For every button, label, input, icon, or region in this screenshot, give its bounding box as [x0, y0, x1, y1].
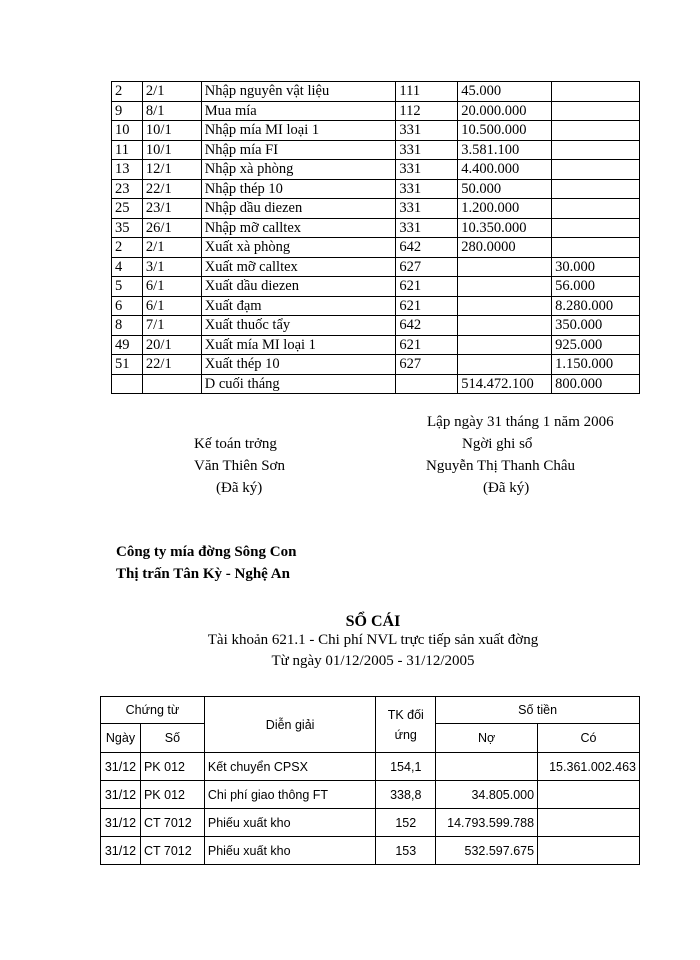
entry-account: 331 [396, 121, 458, 141]
table-row [101, 781, 640, 809]
company-address: Thị trấn Tân Kỳ - Nghệ An [116, 566, 290, 582]
entry-date: 22/1 [142, 355, 201, 375]
entry-no [112, 374, 143, 394]
entry-description: Phiếu xuất kho [204, 809, 376, 837]
bookkeeper-status: (Đã ký) [483, 480, 530, 496]
entry-description: Xuất thuốc tẩy [201, 316, 396, 336]
contra-account: 152 [376, 809, 436, 837]
entry-no: 49 [112, 335, 143, 355]
entry-account: 627 [396, 257, 458, 277]
entry-date: 2/1 [142, 82, 201, 102]
entry-account: 331 [396, 179, 458, 199]
table-row [112, 238, 640, 258]
table-row [112, 101, 640, 121]
table-row [112, 257, 640, 277]
date-header: Ngày [101, 724, 141, 753]
entry-description: Xuất thép 10 [201, 355, 396, 375]
entry-no: 2 [112, 238, 143, 258]
entry-account [396, 374, 458, 394]
table-row [112, 199, 640, 219]
entry-debit: 514.472.100 [458, 374, 552, 394]
bookkeeper-title: Ngời ghi sổ [462, 436, 533, 452]
entry-debit: 1.200.000 [458, 199, 552, 219]
entry-no: 2 [112, 82, 143, 102]
entry-debit: 4.400.000 [458, 160, 552, 180]
entry-no: 9 [112, 101, 143, 121]
entry-credit [552, 218, 640, 238]
entry-credit [552, 160, 640, 180]
voucher-number: CT 7012 [140, 809, 204, 837]
entry-description: Nhập mỡ calltex [201, 218, 396, 238]
contra-account: 153 [376, 837, 436, 865]
chief-accountant-status: (Đã ký) [216, 480, 263, 496]
entry-debit: 10.500.000 [458, 121, 552, 141]
table-row [112, 179, 640, 199]
voucher-date: 31/12 [101, 753, 141, 781]
debit-amount [436, 753, 538, 781]
entry-account: 642 [396, 238, 458, 258]
voucher-number: CT 7012 [140, 837, 204, 865]
entry-debit [458, 335, 552, 355]
amount-header: Số tiền [436, 697, 640, 724]
entry-date: 26/1 [142, 218, 201, 238]
entry-date: 10/1 [142, 121, 201, 141]
entry-debit: 280.0000 [458, 238, 552, 258]
entry-debit: 3.581.100 [458, 140, 552, 160]
entry-debit [458, 355, 552, 375]
entry-description: Nhập xà phòng [201, 160, 396, 180]
entry-description: Xuất đạm [201, 296, 396, 316]
voucher-header: Chứng từ [101, 697, 205, 724]
entry-credit: 30.000 [552, 257, 640, 277]
entry-credit: 925.000 [552, 335, 640, 355]
entry-no: 4 [112, 257, 143, 277]
contra-account-header: TK đối ứng [376, 697, 436, 753]
entry-account: 642 [396, 316, 458, 336]
table-row [112, 296, 640, 316]
table-row [101, 837, 640, 865]
entry-description: Nhập nguyên vật liệu [201, 82, 396, 102]
table-row [112, 140, 640, 160]
entry-credit: 8.280.000 [552, 296, 640, 316]
chief-accountant-title: Kế toán trởng [194, 436, 277, 452]
entry-no: 35 [112, 218, 143, 238]
entry-credit [552, 199, 640, 219]
entry-credit [552, 238, 640, 258]
entry-debit [458, 316, 552, 336]
entry-debit [458, 296, 552, 316]
entry-description: Nhập dầu diezen [201, 199, 396, 219]
entry-account: 621 [396, 277, 458, 297]
table-row [112, 160, 640, 180]
credit-amount [538, 781, 640, 809]
entry-credit [552, 140, 640, 160]
entry-debit: 20.000.000 [458, 101, 552, 121]
description-header: Diễn giải [204, 697, 376, 753]
debit-amount: 14.793.599.788 [436, 809, 538, 837]
ledger-period: Từ ngày 01/12/2005 - 31/12/2005 [271, 653, 475, 669]
general-ledger-table [100, 696, 640, 865]
ledger-title: SỔ CÁI [345, 613, 401, 630]
entry-no: 25 [112, 199, 143, 219]
entry-debit [458, 257, 552, 277]
entry-credit [552, 121, 640, 141]
entry-account: 112 [396, 101, 458, 121]
entry-account: 621 [396, 335, 458, 355]
entry-account: 331 [396, 218, 458, 238]
entry-date: 6/1 [142, 277, 201, 297]
voucher-number: PK 012 [140, 753, 204, 781]
table-row [101, 753, 640, 781]
chief-accountant-name: Văn Thiên Sơn [194, 458, 285, 474]
contra-account: 338,8 [376, 781, 436, 809]
debit-amount: 34.805.000 [436, 781, 538, 809]
voucher-date: 31/12 [101, 837, 141, 865]
voucher-date: 31/12 [101, 781, 141, 809]
entry-date: 7/1 [142, 316, 201, 336]
entry-date: 6/1 [142, 296, 201, 316]
entry-date: 22/1 [142, 179, 201, 199]
number-header: Số [140, 724, 204, 753]
table-row [112, 218, 640, 238]
entry-description: Xuất dầu diezen [201, 277, 396, 297]
entry-debit [458, 277, 552, 297]
entry-description: Xuất mía MI loại 1 [201, 335, 396, 355]
signature-date-line: Lập ngày 31 tháng 1 năm 2006 [427, 414, 614, 430]
table-row [112, 277, 640, 297]
entry-debit: 10.350.000 [458, 218, 552, 238]
table-row [112, 355, 640, 375]
voucher-date: 31/12 [101, 809, 141, 837]
entry-description: Xuất mỡ calltex [201, 257, 396, 277]
entry-account: 621 [396, 296, 458, 316]
debit-amount: 532.597.675 [436, 837, 538, 865]
entry-description: Nhập mía FI [201, 140, 396, 160]
entry-no: 8 [112, 316, 143, 336]
table-row [112, 82, 640, 102]
voucher-number: PK 012 [140, 781, 204, 809]
entry-description: Mua mía [201, 101, 396, 121]
entry-date: 20/1 [142, 335, 201, 355]
entry-date: 8/1 [142, 101, 201, 121]
entry-description: Nhập mía MI loại 1 [201, 121, 396, 141]
entry-account: 111 [396, 82, 458, 102]
table-row [112, 335, 640, 355]
entry-credit: 56.000 [552, 277, 640, 297]
bookkeeper-name: Nguyễn Thị Thanh Châu [426, 458, 576, 474]
company-name: Công ty mía đờng Sông Con [116, 544, 297, 560]
entry-no: 5 [112, 277, 143, 297]
entry-no: 23 [112, 179, 143, 199]
entry-account: 627 [396, 355, 458, 375]
entry-account: 331 [396, 140, 458, 160]
entry-description: Chi phí giao thông FT [204, 781, 376, 809]
entry-date: 3/1 [142, 257, 201, 277]
entry-date: 12/1 [142, 160, 201, 180]
entry-credit: 350.000 [552, 316, 640, 336]
entry-no: 10 [112, 121, 143, 141]
ledger-account: Tài khoản 621.1 - Chi phí NVL trực tiếp sản xuất đờng [207, 632, 539, 648]
entry-credit: 1.150.000 [552, 355, 640, 375]
credit-amount [538, 809, 640, 837]
entry-date: 10/1 [142, 140, 201, 160]
credit-header: Có [538, 724, 640, 753]
contra-account: 154,1 [376, 753, 436, 781]
entry-date: 23/1 [142, 199, 201, 219]
table-row [112, 374, 640, 394]
table-row [101, 809, 640, 837]
debit-header: Nợ [436, 724, 538, 753]
credit-amount [538, 837, 640, 865]
entry-credit [552, 101, 640, 121]
entry-date [142, 374, 201, 394]
entry-description: Nhập thép 10 [201, 179, 396, 199]
entry-credit [552, 179, 640, 199]
entry-date: 2/1 [142, 238, 201, 258]
entry-debit: 50.000 [458, 179, 552, 199]
entry-debit: 45.000 [458, 82, 552, 102]
entry-account: 331 [396, 199, 458, 219]
table-row [112, 121, 640, 141]
entry-description: Kết chuyển CPSX [204, 753, 376, 781]
entry-description: Phiếu xuất kho [204, 837, 376, 865]
entry-no: 13 [112, 160, 143, 180]
entry-description: D cuối tháng [201, 374, 396, 394]
entry-account: 331 [396, 160, 458, 180]
entry-no: 6 [112, 296, 143, 316]
upper-ledger-table [111, 81, 640, 394]
entry-no: 11 [112, 140, 143, 160]
entry-credit: 800.000 [552, 374, 640, 394]
credit-amount: 15.361.002.463 [538, 753, 640, 781]
entry-no: 51 [112, 355, 143, 375]
entry-credit [552, 82, 640, 102]
table-row [112, 316, 640, 336]
entry-description: Xuất xà phòng [201, 238, 396, 258]
